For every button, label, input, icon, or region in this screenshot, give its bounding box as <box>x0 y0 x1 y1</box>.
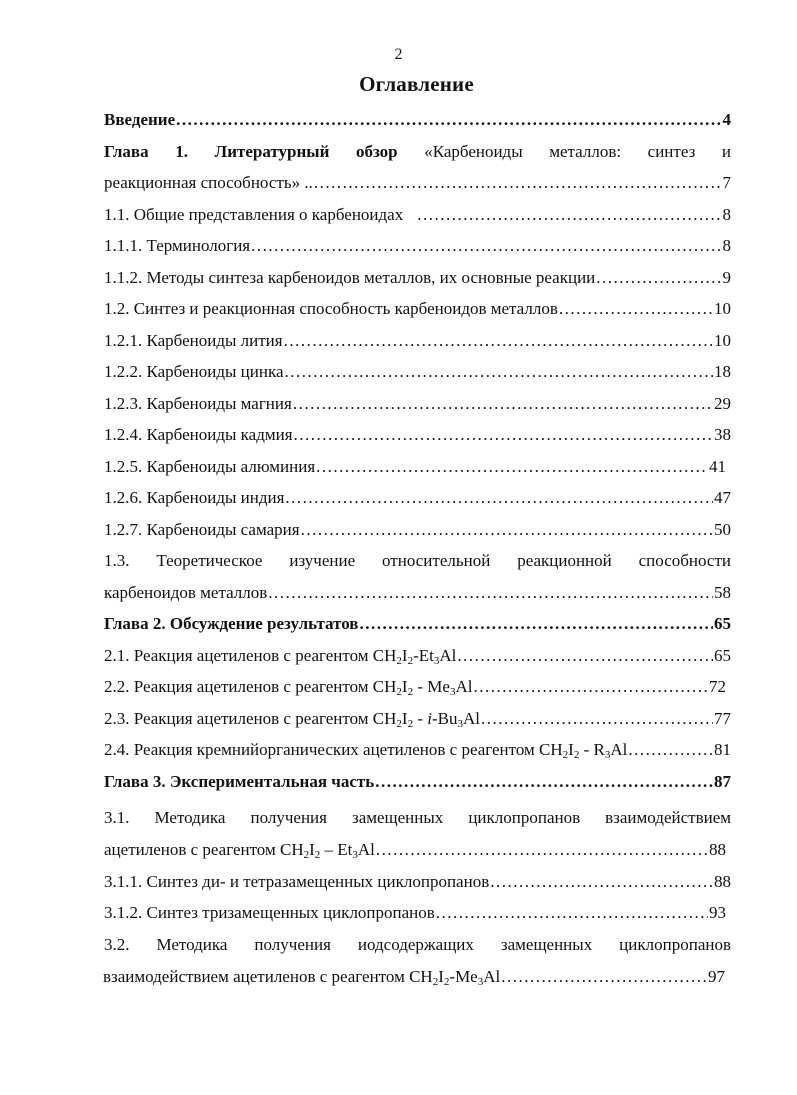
toc-entry-label: реакционная способность» .. <box>104 173 313 192</box>
toc-page-number: 4 <box>722 110 731 129</box>
toc-entry-introduction[interactable] <box>104 108 731 132</box>
toc-entry-label: 1.2.3. Карбеноиды магния <box>104 394 292 413</box>
toc-entry-1-1[interactable] <box>104 203 731 227</box>
toc-entry-1-1-2[interactable] <box>104 266 731 290</box>
dot-leader <box>301 518 713 542</box>
toc-entry-label: взаимодействием ацетиленов с реагентом $CH_2I_2-Me_3Al$ <box>103 967 501 988</box>
toc-page-number: 10 <box>714 331 731 350</box>
toc-entry-1-3-continuation[interactable] <box>104 581 731 605</box>
toc-entry-3-1-1[interactable] <box>104 870 731 894</box>
chemical-formula: $CH_2I_2 - Et_3Al$ <box>280 840 375 861</box>
dot-leader <box>251 234 721 258</box>
toc-entry-1-2-7[interactable] <box>104 518 731 542</box>
dot-leader <box>284 329 713 353</box>
dot-leader <box>293 392 713 416</box>
toc-entry-label: «Карбеноиды металлов: синтез и <box>424 142 731 161</box>
dot-leader <box>628 738 713 762</box>
toc-page-number: 72 <box>709 677 726 696</box>
chemical-formula: $CH_2I_2 - R_3Al$ <box>539 740 628 761</box>
toc-page-number: 88 <box>714 872 731 891</box>
toc-entry-3-1-continuation[interactable] <box>104 838 726 862</box>
toc-entry-label: 1.1.1. Терминология <box>104 236 251 255</box>
toc-page-number: 77 <box>714 709 731 728</box>
toc-page-number: 8 <box>722 205 731 224</box>
toc-page-number: 81 <box>714 740 731 759</box>
dot-leader <box>457 644 713 668</box>
dot-leader <box>559 297 713 321</box>
toc-entry-label: 1.2.6. Карбеноиды индия <box>104 488 285 507</box>
toc-page-number: 50 <box>714 520 731 539</box>
toc-page-number: 58 <box>714 583 731 602</box>
toc-entry-1-2-6[interactable] <box>104 486 731 510</box>
toc-entry-label: 1.2.7. Карбеноиды самария <box>104 520 300 539</box>
dot-leader <box>596 266 721 290</box>
toc-entry-label: 3.1.1. Синтез ди- и тетразамещенных циклопропанов <box>104 872 490 891</box>
dot-leader <box>490 870 713 894</box>
chemical-formula: $CH_2I_2 - i-Bu_3Al$ <box>372 709 480 730</box>
toc-entry-3-2-continuation[interactable] <box>103 965 725 989</box>
toc-entry-label: ацетиленов с реагентом $CH_2I_2 - Et_3Al$ <box>104 840 375 861</box>
toc-entry-label: 3.2. Методика получения иодсодержащих замещенных циклопропанов <box>104 935 731 954</box>
toc-entry-1-2-2[interactable] <box>104 360 731 384</box>
toc-entry-label: 1.3. Теоретическое изучение относительной реакционной способности <box>104 551 731 570</box>
chemical-formula: $CH_2I_2-Me_3Al$ <box>409 967 501 988</box>
toc-page-number: 10 <box>714 299 731 318</box>
dot-leader <box>359 612 713 636</box>
toc-entry-label: карбеноидов металлов <box>104 583 268 602</box>
dot-leader <box>501 965 707 989</box>
dot-leader <box>375 770 713 794</box>
toc-entry-label: 3.1.2. Синтез тризамещенных циклопропанов <box>104 903 435 922</box>
toc-page-number: 9 <box>722 268 731 287</box>
toc-page-number: 29 <box>714 394 731 413</box>
toc-page-number: 18 <box>714 362 731 381</box>
dot-leader <box>176 108 721 132</box>
toc-entry-1-2-1[interactable] <box>104 329 731 353</box>
dot-leader <box>316 455 708 479</box>
dot-leader <box>436 901 708 925</box>
toc-entry-1-2-3[interactable] <box>104 392 731 416</box>
chemical-formula: $CH_2I_2-Et_3Al$ <box>372 646 457 667</box>
toc-entry-label: 1.2.1. Карбеноиды лития <box>104 331 283 350</box>
toc-page-number: 8 <box>722 236 731 255</box>
toc-entry-2-1[interactable] <box>104 644 731 668</box>
toc-page-number: 97 <box>708 967 725 986</box>
dot-leader <box>285 486 713 510</box>
toc-entry-2-3[interactable] <box>104 707 731 731</box>
toc-page-number: 7 <box>722 173 731 192</box>
toc-entry-label: 2.2. Реакция ацетиленов с реагентом $CH_2I_2 - Me_3Al$ <box>104 677 473 698</box>
dot-leader <box>481 707 713 731</box>
toc-page-number: 87 <box>714 772 731 791</box>
toc-entry-label: 3.1. Методика получения замещенных циклопропанов взаимодействием <box>104 808 731 827</box>
dot-leader <box>268 581 713 605</box>
toc-page-number: 47 <box>714 488 731 507</box>
toc-page-number: 65 <box>714 614 731 633</box>
toc-entry-1-2[interactable] <box>104 297 731 321</box>
toc-entry-label: Глава 2. Обсуждение результатов <box>104 614 359 633</box>
dot-leader <box>285 360 714 384</box>
toc-entry-chapter-1[interactable] <box>104 140 731 164</box>
toc-page-number: 41 <box>709 457 726 476</box>
toc-entry-3-1[interactable] <box>104 806 731 830</box>
chemical-formula: $CH_2I_2 - Me_3Al$ <box>372 677 473 698</box>
toc-entry-label-bold: Глава 1. Литературный обзор <box>104 142 398 161</box>
toc-entry-label: 1.1.2. Методы синтеза карбеноидов металлов, их основные реакции <box>104 268 596 287</box>
toc-page-number: 93 <box>709 903 726 922</box>
toc-page-number: 38 <box>714 425 731 444</box>
toc-entry-label: 2.4. Реакция кремнийорганических ацетиленов с реагентом $CH_2I_2 - R_3Al$ <box>104 740 628 761</box>
toc-entry-label: 1.2. Синтез и реакционная способность карбеноидов металлов <box>104 299 558 318</box>
dot-leader <box>314 171 722 195</box>
toc-entry-label: 1.2.5. Карбеноиды алюминия <box>104 457 316 476</box>
dot-leader <box>376 838 708 862</box>
toc-entry-label: 2.1. Реакция ацетиленов с реагентом $CH_2I_2-Et_3Al$ <box>104 646 457 667</box>
dot-leader <box>294 423 713 447</box>
page-number: 2 <box>394 46 403 63</box>
toc-entry-2-2[interactable] <box>104 675 726 699</box>
toc-entry-label: Глава 3. Экспериментальная часть <box>104 772 375 791</box>
toc-entry-label: 1.1. Общие представления о карбеноидах <box>104 205 404 224</box>
toc-entry-chapter-2[interactable] <box>104 612 731 636</box>
toc-entry-3-1-2[interactable] <box>104 901 726 925</box>
dot-leader <box>417 203 721 227</box>
toc-entry-1-1-1[interactable] <box>104 234 731 258</box>
toc-page-number: 88 <box>709 840 726 859</box>
toc-entry-label: Введение <box>104 110 176 129</box>
toc-page-number: 65 <box>714 646 731 665</box>
toc-entry-1-3[interactable] <box>104 549 731 573</box>
dot-leader <box>473 675 708 699</box>
toc-entry-label: 1.2.2. Карбеноиды цинка <box>104 362 284 381</box>
toc-entry-1-2-5[interactable] <box>104 455 726 479</box>
toc-entry-label: 2.3. Реакция ацетиленов с реагентом $CH_2I_2 - i-Bu_3Al$ <box>104 709 480 730</box>
toc-entry-chapter-1-continuation[interactable] <box>104 171 731 195</box>
toc-entry-chapter-3[interactable] <box>104 770 731 794</box>
page-title: Оглавление <box>359 72 474 96</box>
toc-entry-2-4[interactable] <box>104 738 731 762</box>
toc-entry-label: 1.2.4. Карбеноиды кадмия <box>104 425 293 444</box>
toc-entry-1-2-4[interactable] <box>104 423 731 447</box>
toc-entry-3-2[interactable] <box>104 933 731 957</box>
